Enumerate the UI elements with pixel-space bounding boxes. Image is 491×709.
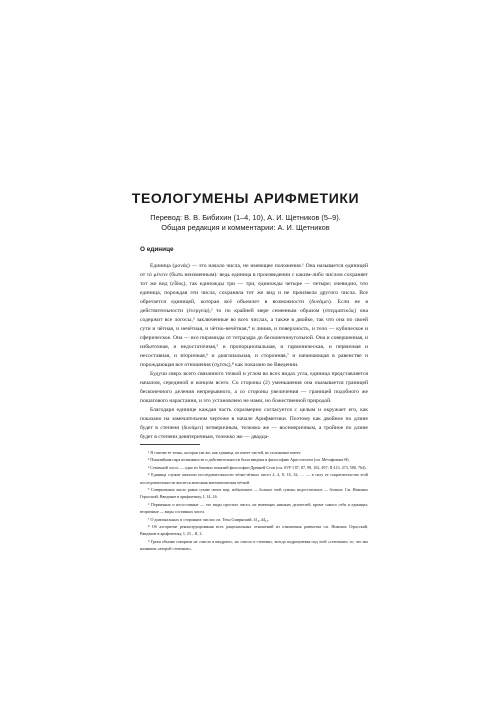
footnote: ⁸ Об алгоритме реконструирования всех рациональных отношений из отношения равенства см. Никомах Герасский, Введение в арифметику, I, 23 – II, 2. bbox=[140, 524, 368, 537]
footnote: ⁴ Единица служит началом последовательности чётно-чётных чисел 2, 4, 8, 16, 32, … — в силу ее сократительства этой последовательности высится античная математическая чётной. bbox=[140, 472, 368, 485]
paragraph: Благодаря единице каждая часть соразмерно согласуется с целым и окружает его, как показано на замечательном чертеже в начале Арифметики. Поэтому как двойное по длине будет в степени (δυνάμει) четверичным, тележко же — восемеричным, а тройное по длине будет в степени девятеричным, тележко же — двадца- bbox=[140, 407, 368, 440]
footnote: ⁵ Совершенное число равно сумме своих мер, избыточное — больше этой суммы, недостаточное — больше. См. Никомах Герасский, Введение в арифметику, I, 14–16. bbox=[140, 487, 368, 500]
page-title: ТЕОЛОГУМЕНЫ АРИФМЕТИКИ bbox=[131, 190, 360, 206]
footnote: ² Понятийная пара возможности и действительности была введена в философию Аристотелем (см. Метафизика Θ). bbox=[148, 457, 350, 463]
section-heading: О единице bbox=[140, 246, 174, 253]
footnote: ³ Семенной логос — одно из базовых понятий философии Древней Стои (см. SVF I 87, 87, 98, 102, 497; II 413, 473, 580, 764). bbox=[148, 464, 367, 470]
credits bbox=[0, 213, 491, 233]
footnotes bbox=[140, 449, 368, 553]
paragraph: Будучи сверх всего связанного точкой и углом во всех видах угла, единица представляется началом, серединой и концом всего. Со стороны (2) уменьшения она оказывается границей бесконечного деления непрерывного, а со стороны увеличения — границей подобного же пошагового нарастания, и это установлено не нами, но божественной природой. bbox=[140, 371, 368, 404]
footnote: ¹ Я считаю ее точно, которая так же, как единица, не имеет частей, но положение имеет. bbox=[148, 450, 302, 455]
footnote-divider bbox=[140, 444, 200, 445]
footnote: ⁶ Первичные и несоставные — это виды простых чисел, не имеющих никаких делителей, кроме самого себя и единицы; вторичные — виды составных чисел. bbox=[140, 501, 368, 515]
footnote: ⁷ О диагональных и сторонних числах см. Теон Смирнский, 41₄–44₁₈. bbox=[148, 516, 270, 522]
paragraph: Единица (μονάς) — это начало числа, не имеющее положения.¹ Она называется единицей от τὸ μένειν (быть неизменным): ведь единица в произведении с каким-либо числом сохраняет тот же вид (εἶδος), так единожды три — три, единожды четыре — четыре; очевидно, что единица, порождая эти числа, сохраняла тот же вид и не произвела другого числа. Все обретается единицей, которая всё объемлет в возможности (δυνάμει). Если не в действительности (ἐνεργείᾳ),² то по крайней мере семенным образом (σπερματικῶς) она содержит все логосы,³ заключенные во всех числах, а также в двойке, так что она по своей сути и чётная, и нечётная, и чётно-нечётная,⁴ и линия, и поверхность, и тело — кубическое и сферическое. Она — все пирамиды от тетраэдра до бесконечноугольной. Она и совершенная, и избыточная, и недостаточная,⁵ и пропорциональная, и гармоническая, и первичная и несоставная, и вторичная,⁶ и диагональная, и сторонняя,⁷ и начинающая в равенстве и порождающая все отношения (σχέσις),⁸ как показано во Введении. bbox=[140, 263, 368, 368]
footnote: ⁹ Греки обычно говорили не «число в квадрате», но «число в степени», всегда подразумевая под этой «степенью» то, что мы называем «второй степенью». bbox=[140, 538, 368, 552]
credits-translators: Перевод: В. В. Бибихин (1–4, 10), А. И. Щетников (5–9). bbox=[150, 213, 341, 222]
credits-editor: Общая редакция и комментарии: А. И. Щетников bbox=[161, 223, 330, 232]
main-text bbox=[140, 262, 368, 442]
